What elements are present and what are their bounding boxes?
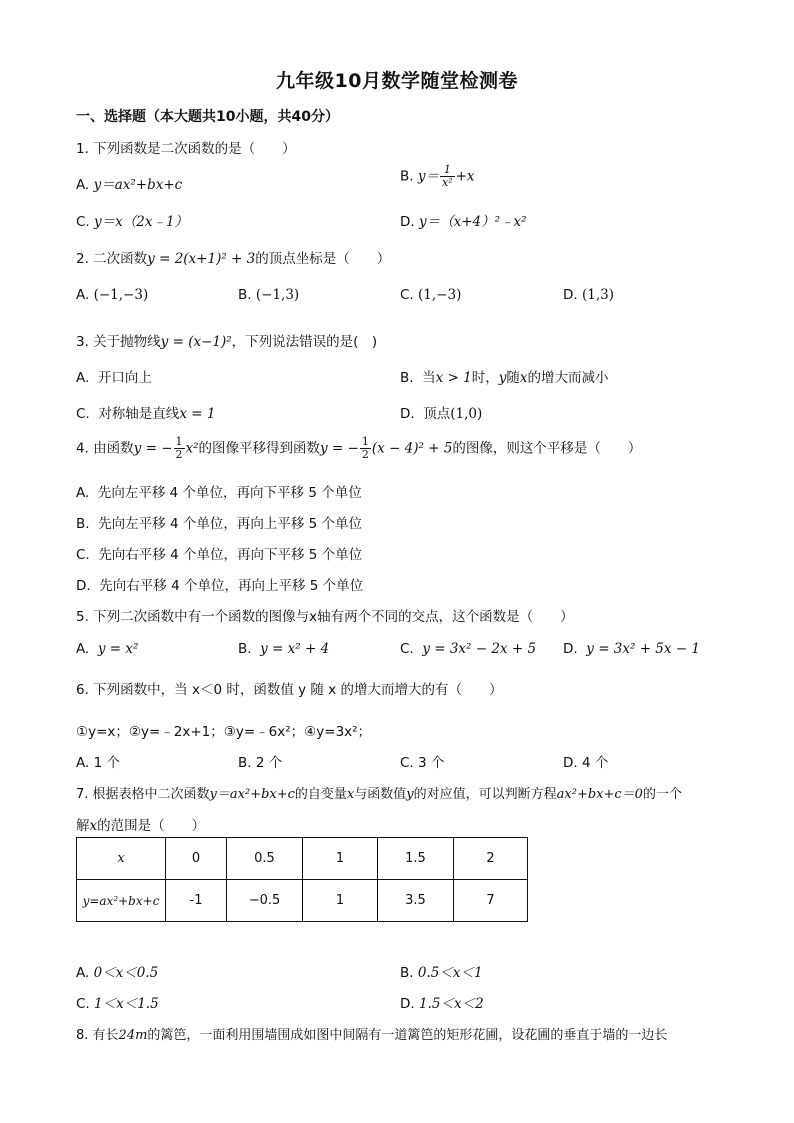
question-1-option-a[interactable]: A. y＝ax²+bx+c — [76, 177, 183, 193]
table-cell: 7 — [454, 880, 528, 922]
table-cell: 2 — [454, 838, 528, 880]
fraction: $\frac{1}{2}$ — [361, 435, 369, 461]
question-8-stem: 8. 有长24m的篱笆，一面利用围墙围成如图中间隔有一道篱笆的矩形花圃，设花圃的垂直于墙的一边长 — [76, 1028, 668, 1043]
question-7-option-a[interactable]: A. 0＜x＜0.5 — [76, 965, 159, 981]
question-7-option-c[interactable]: C. 1＜x＜1.5 — [76, 996, 159, 1012]
question-5-stem: 5. 下列二次函数中有一个函数的图像与x轴有两个不同的交点，这个函数是（ ） — [76, 609, 574, 625]
question-2-option-d[interactable]: D. (1,3) — [563, 287, 614, 303]
question-3-option-a[interactable]: A. 开口向上 — [76, 370, 152, 386]
question-1-option-d[interactable]: D. y＝（x+4）²﹣x² — [400, 214, 527, 230]
fraction: $\frac{1}{2}$ — [175, 435, 183, 461]
question-3-stem: 3. 关于抛物线y = (x−1)²，下列说法错误的是( ) — [76, 334, 378, 350]
question-3-option-d[interactable]: D. 顶点(1,0) — [400, 406, 483, 422]
question-4-option-b[interactable]: B. 先向左平移 4 个单位，再向上平移 5 个单位 — [76, 516, 362, 532]
question-1-stem: 1. 下列函数是二次函数的是（ ） — [76, 141, 296, 157]
question-7-option-b[interactable]: B. 0.5＜x＜1 — [400, 965, 483, 981]
question-2-option-c[interactable]: C. (1,−3) — [400, 287, 462, 303]
question-1-option-b[interactable]: B. y＝ $\frac{1}{\text{x²}}$ +x — [400, 163, 475, 189]
section-heading: 一、选择题（本大题共10小题，共40分） — [76, 109, 339, 125]
question-6-option-a[interactable]: A. 1 个 — [76, 755, 120, 771]
table-cell: 1 — [303, 838, 378, 880]
question-5-option-d[interactable]: D. y = 3x² + 5x − 1 — [563, 641, 700, 657]
table-row — [77, 838, 528, 880]
question-6-option-b[interactable]: B. 2 个 — [238, 755, 283, 771]
table-cell: -1 — [166, 880, 227, 922]
question-6-sub-list: ①y=x；②y=﹣2x+1；③y=﹣6x²；④y=3x²； — [76, 724, 372, 740]
table-cell: 0.5 — [227, 838, 303, 880]
question-5-option-b[interactable]: B. y = x² + 4 — [238, 641, 330, 657]
table-cell: 1.5 — [378, 838, 454, 880]
table-row — [77, 880, 528, 922]
table-cell: 0 — [166, 838, 227, 880]
question-3-option-b[interactable]: B. 当x > 1时，y随x的增大而减小 — [400, 370, 609, 386]
question-7-stem-line1: 7. 根据表格中二次函数y＝ax²+bx+c的自变量x与函数值y的对应值，可以判断方程ax²+bx+c＝0的一个 — [76, 787, 682, 802]
values-table — [76, 837, 528, 922]
table-cell: −0.5 — [227, 880, 303, 922]
question-7-option-d[interactable]: D. 1.5＜x＜2 — [400, 996, 484, 1012]
question-5-option-a[interactable]: A. y = x² — [76, 641, 139, 657]
page-title: 九年级10月数学随堂检测卷 — [276, 70, 518, 92]
question-4-option-c[interactable]: C. 先向右平移 4 个单位，再向下平移 5 个单位 — [76, 547, 363, 563]
question-2-option-b[interactable]: B. (−1,3) — [238, 287, 300, 303]
question-4-stem: 4. 由函数y = − $\frac{1}{2}$ x²的图像平移得到函数y = − $\frac{1}{2}$ (x − 4)² + 5的图像，则这个平移是（ ） — [76, 435, 642, 461]
table-cell: 1 — [303, 880, 378, 922]
table-cell: 3.5 — [378, 880, 454, 922]
question-6-stem: 6. 下列函数中，当 x＜0 时，函数值 y 随 x 的增大而增大的有（ ） — [76, 682, 503, 698]
question-2-option-a[interactable]: A. (−1,−3) — [76, 287, 149, 303]
question-4-option-a[interactable]: A. 先向左平移 4 个单位，再向下平移 5 个单位 — [76, 485, 362, 501]
question-4-option-d[interactable]: D. 先向右平移 4 个单位，再向上平移 5 个单位 — [76, 578, 364, 594]
question-3-option-c[interactable]: C. 对称轴是直线x = 1 — [76, 406, 216, 422]
question-1-option-c[interactable]: C. y＝x（2x﹣1） — [76, 214, 189, 230]
question-6-option-d[interactable]: D. 4 个 — [563, 755, 609, 771]
question-7-stem-line2: 解x的范围是（ ） — [76, 818, 206, 834]
fraction: $\frac{1}{\text{x²}}$ — [442, 163, 453, 189]
question-5-option-c[interactable]: C. y = 3x² − 2x + 5 — [400, 641, 537, 657]
question-6-option-c[interactable]: C. 3 个 — [400, 755, 445, 771]
table-cell: y=ax²+bx+c — [77, 880, 166, 922]
table-cell: x — [77, 838, 166, 880]
question-2-stem: 2. 二次函数y = 2(x+1)² + 3的顶点坐标是（ ） — [76, 251, 391, 267]
